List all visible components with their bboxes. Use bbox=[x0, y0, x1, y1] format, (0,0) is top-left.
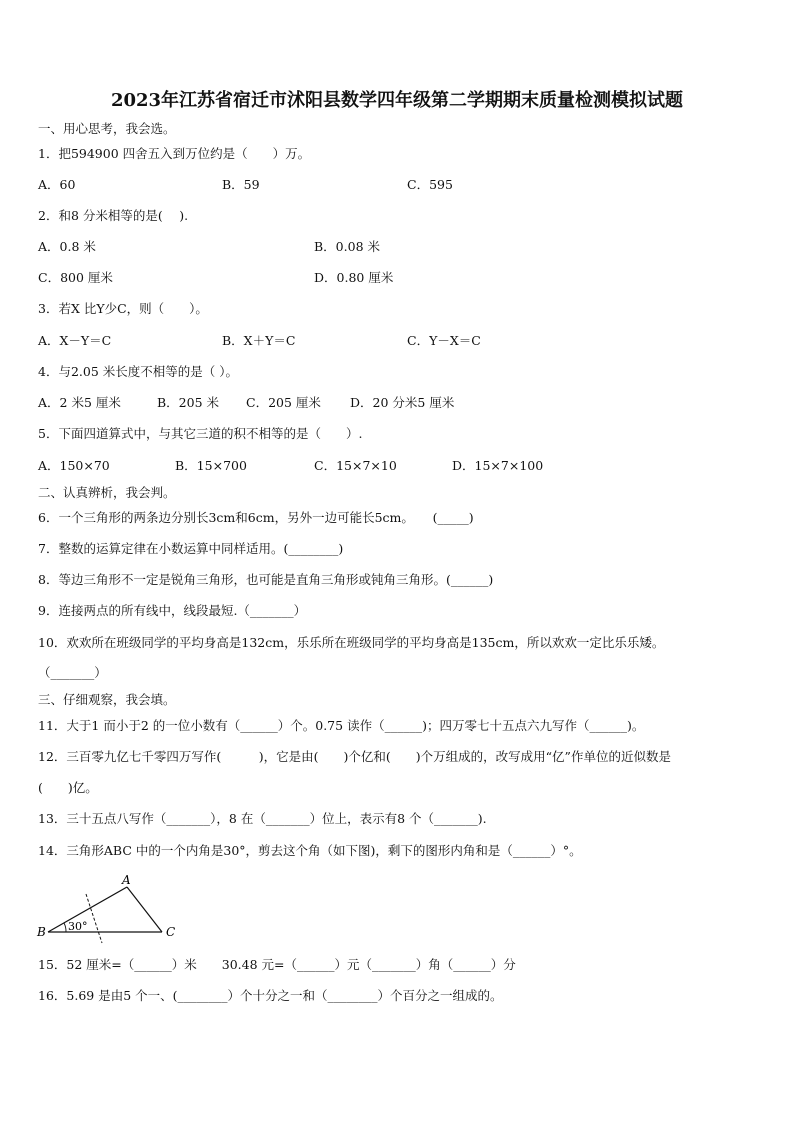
q3-option-b: B．X＋Y＝C bbox=[222, 333, 296, 348]
vertex-b-label: B bbox=[37, 925, 46, 939]
q1-option-b: B．59 bbox=[222, 177, 260, 192]
section-heading-2: 二、认真辨析，我会判。 bbox=[38, 485, 176, 500]
question-9: 9．连接两点的所有线中，线段最短.（_______） bbox=[38, 603, 307, 618]
side-ba bbox=[48, 887, 127, 932]
question-3: 3．若X 比Y少C，则（ ）。 bbox=[38, 301, 208, 316]
question-12-line-1: 12．三百零九亿七千零四万写作( )，它是由( )个亿和( )个万组成的，改写成用“亿”作单位的近似数是 bbox=[38, 749, 671, 764]
question-8: 8．等边三角形不一定是锐角三角形，也可能是直角三角形或钝角三角形。(______) bbox=[38, 572, 494, 587]
q4-option-d: D．20 分米5 厘米 bbox=[350, 395, 455, 410]
question-15: 15．52 厘米=（______）米 30.48 元=（______）元（_______）角（______）分 bbox=[38, 957, 516, 972]
q5-option-b: B．15×700 bbox=[175, 458, 247, 473]
q1-option-a: A．60 bbox=[38, 177, 76, 192]
section-heading-3: 三、仔细观察，我会填。 bbox=[38, 692, 176, 707]
q1-option-c: C．595 bbox=[407, 177, 453, 192]
section-heading-1: 一、用心思考，我会选。 bbox=[38, 121, 176, 136]
cut-line bbox=[86, 894, 102, 943]
question-1: 1．把594900 四舍五入到万位约是（ ）万。 bbox=[38, 146, 311, 161]
q5-option-a: A．150×70 bbox=[38, 458, 110, 473]
question-13: 13．三十五点八写作（_______），8 在（_______）位上，表示有8 个（_______). bbox=[38, 811, 487, 826]
question-4: 4．与2.05 米长度不相等的是（ ）。 bbox=[38, 364, 238, 379]
question-2: 2．和8 分米相等的是( ). bbox=[38, 208, 189, 223]
vertex-a-label: A bbox=[122, 873, 131, 887]
question-12-line-2: ( )亿。 bbox=[38, 780, 98, 795]
q2-option-d: D．0.80 厘米 bbox=[314, 270, 394, 285]
q4-option-b: B．205 米 bbox=[157, 395, 220, 410]
side-ac bbox=[127, 887, 162, 932]
vertex-c-label: C bbox=[166, 925, 176, 939]
q5-option-c: C．15×7×10 bbox=[314, 458, 397, 473]
q2-option-b: B．0.08 米 bbox=[314, 239, 380, 254]
q2-option-c: C．800 厘米 bbox=[38, 270, 113, 285]
page-title: 2023年江苏省宿迁市沭阳县数学四年级第二学期期末质量检测模拟试题 bbox=[110, 90, 684, 111]
angle-arc bbox=[64, 923, 66, 932]
question-11: 11．大于1 而小于2 的一位小数有（______）个。0.75 读作（______)；四万零七十五点六九写作（______)。 bbox=[38, 718, 645, 733]
q4-option-a: A．2 米5 厘米 bbox=[38, 395, 121, 410]
question-5: 5．下面四道算式中，与其它三道的积不相等的是（ ）. bbox=[38, 426, 363, 441]
q4-option-c: C．205 厘米 bbox=[246, 395, 321, 410]
question-6: 6．一个三角形的两条边分别长3cm和6cm，另外一边可能长5cm。 (_____) bbox=[38, 510, 474, 525]
angle-label: 30° bbox=[68, 920, 88, 933]
q3-option-c: C．Y－X＝C bbox=[407, 333, 481, 348]
question-7: 7．整数的运算定律在小数运算中同样适用。(________) bbox=[38, 541, 344, 556]
q5-option-d: D．15×7×100 bbox=[452, 458, 544, 473]
question-10-line-1: 10．欢欢所在班级同学的平均身高是132cm，乐乐所在班级同学的平均身高是135cm，所以欢欢一定比乐乐矮。 bbox=[38, 635, 665, 650]
triangle-figure bbox=[36, 872, 186, 944]
question-10-line-2: （_______） bbox=[38, 665, 107, 680]
q3-option-a: A．X－Y＝C bbox=[38, 333, 112, 348]
q2-option-a: A．0.8 米 bbox=[38, 239, 96, 254]
question-14: 14．三角形ABC 中的一个内角是30°，剪去这个角（如下图)，剩下的图形内角和是（______）°。 bbox=[38, 843, 582, 858]
question-16: 16．5.69 是由5 个一、(________）个十分之一和（________）个百分之一组成的。 bbox=[38, 988, 503, 1003]
